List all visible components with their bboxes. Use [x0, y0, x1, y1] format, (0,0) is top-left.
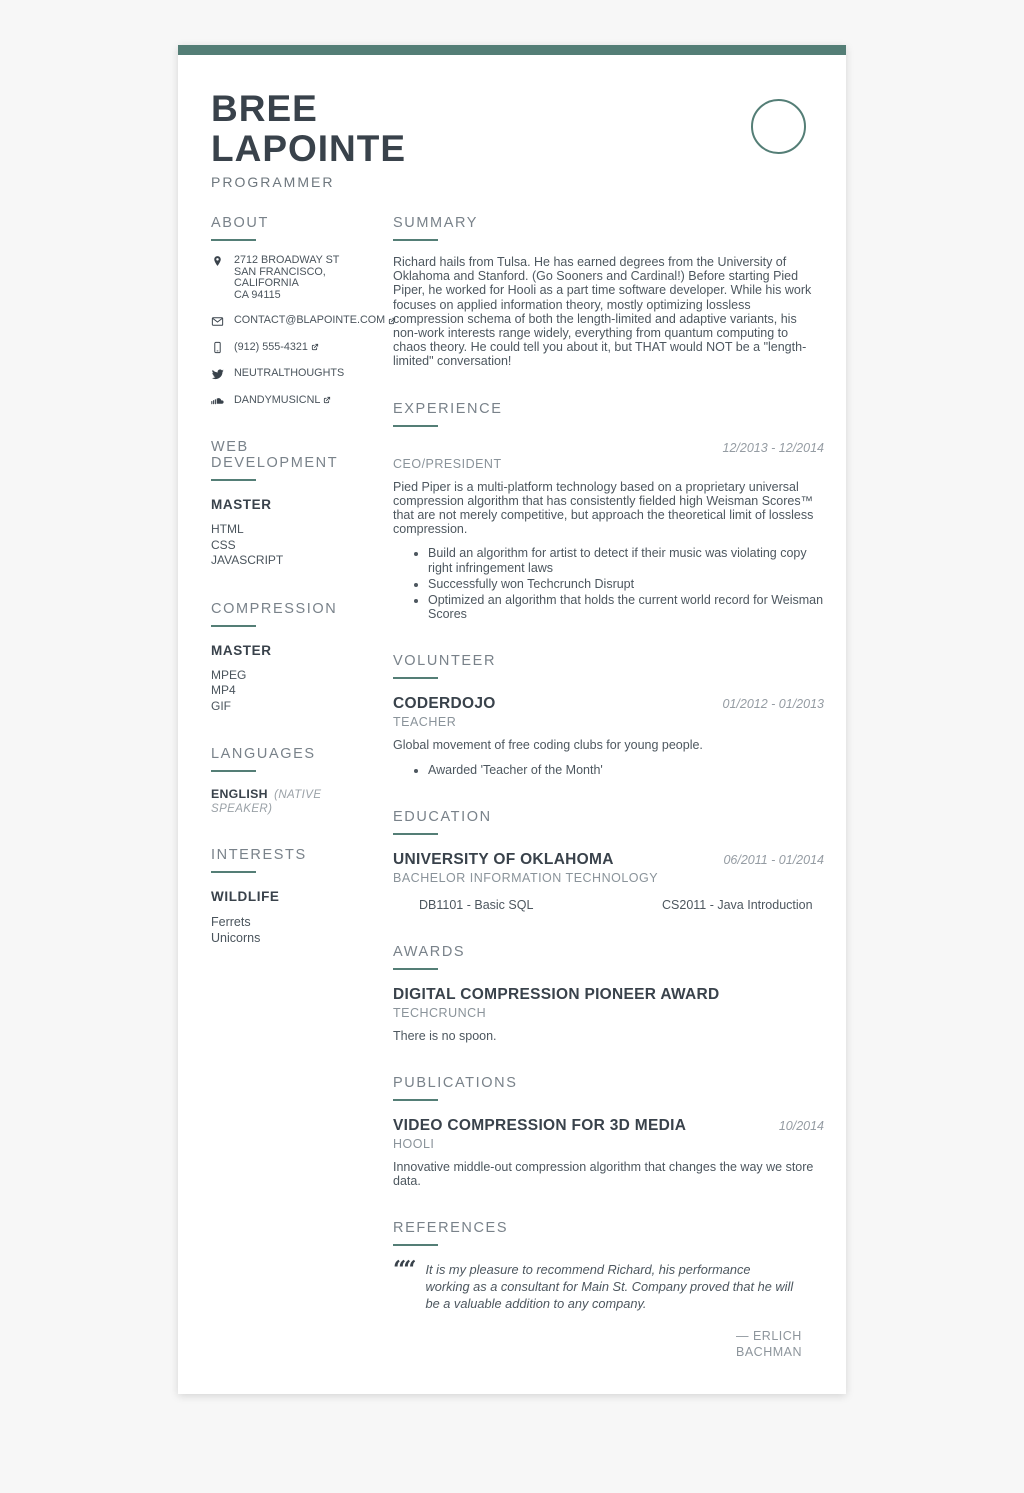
twitter-bird-icon: [211, 367, 225, 381]
publication-publisher: HOOLI: [393, 1137, 435, 1152]
publications-section: [393, 1075, 824, 1188]
skill-level: MASTER: [211, 642, 272, 658]
volunteer-entry: [393, 695, 824, 776]
bullet-item: • Optimized an algorithm that holds the current world record for Weisman Scores: [428, 593, 824, 621]
education-heading: EDUCATION: [393, 809, 824, 835]
resume-body: [178, 215, 846, 1394]
phone-text: (912) 555-4321: [234, 340, 308, 353]
sidebar: [211, 215, 386, 946]
entry-description: Pied Piper is a multi-platform technology based on a proprietary universal compression algorithm that has consistently fielded high Weisman Scores™ that are not merely competitive, but approach the theoretical limit of lossless compression.: [393, 479, 814, 537]
entry-date: 10/2014: [778, 1119, 824, 1134]
web-development-heading: WEB DEVELOPMENT: [211, 439, 375, 481]
language-note: (NATIVE SPEAKER): [211, 789, 322, 816]
person-name: [211, 89, 806, 169]
resume-header: [178, 55, 846, 215]
web-development-section: [211, 439, 375, 569]
entry-description: Global movement of free coding clubs for young people.: [393, 738, 703, 753]
mobile-phone-icon: [211, 341, 225, 355]
compression-heading: COMPRESSION: [211, 601, 375, 627]
summary-text: Richard hails from Tulsa. He has earned degrees from the University of Oklahoma and Stanford. (Go Sooners and Cardinal!) Before starting Pied Piper, he worked for Hooli as a part time software developer. While his work focuses on applied information theory, mostly optimizing lossless compression schema of both the length-limited and adaptive variants, his non-work interests range widely, everything from quantum computing to chaos theory. He could tell you about it, but THAT would NOT be a "length-limited" conversation!: [393, 255, 812, 369]
interest-list: [211, 914, 375, 946]
entry-title: DIGITAL COMPRESSION PIONEER AWARD: [393, 985, 720, 1003]
language-row: [211, 787, 375, 815]
resume-page: [178, 45, 846, 1394]
entry-date: 06/2011 - 01/2014: [723, 852, 824, 867]
main-column: [393, 215, 824, 1360]
education-section: [393, 809, 824, 912]
last-name: LAPOINTE: [211, 128, 407, 169]
skill-level: MASTER: [211, 497, 272, 513]
skill-list: [211, 522, 375, 569]
course-item: CS2011 - Java Introduction: [662, 897, 813, 912]
entry-degree: BACHELOR INFORMATION TECHNOLOGY: [393, 870, 659, 885]
course-item: DB1101 - Basic SQL: [419, 897, 534, 912]
awards-section: [393, 944, 824, 1043]
about-section: [211, 215, 386, 407]
experience-entry: [393, 441, 824, 622]
skill-list: [211, 668, 375, 715]
volunteer-section: [393, 653, 824, 776]
address-line: SAN FRANCISCO, CALIFORNIA: [234, 265, 326, 290]
entry-role: CEO/PRESIDENT: [393, 456, 502, 471]
external-link-icon: [311, 343, 319, 351]
contact-email[interactable]: [211, 314, 386, 328]
experience-heading: EXPERIENCE: [393, 401, 824, 427]
volunteer-heading: VOLUNTEER: [393, 653, 824, 679]
first-name: BREE: [211, 88, 318, 129]
skill-item: MPEG: [211, 667, 247, 682]
address-text: [234, 254, 375, 301]
contact-twitter: [211, 367, 375, 381]
contact-phone[interactable]: [211, 341, 375, 355]
interest-item: Unicorns: [211, 931, 261, 946]
publication-entry: [393, 1117, 824, 1188]
awards-heading: AWARDS: [393, 944, 824, 970]
avatar: [751, 99, 806, 154]
interests-heading: INTERESTS: [211, 847, 375, 873]
quote-text: It is my pleasure to recommend Richard, his performance working as a consultant for Main St. Company proved that he will be a valuable addition to any company.: [425, 1262, 794, 1311]
skill-item: HTML: [211, 522, 244, 537]
interest-item: Ferrets: [211, 915, 251, 930]
contact-address: [211, 254, 375, 301]
soundcloud-icon: [211, 394, 225, 408]
summary-section: [393, 215, 824, 369]
award-entry: [393, 986, 824, 1043]
skill-item: JAVASCRIPT: [211, 553, 284, 568]
entry-description: Innovative middle-out compression algorithm that changes the way we store data.: [393, 1160, 814, 1189]
interest-category: WILDLIFE: [211, 889, 280, 905]
entry-date: 01/2012 - 01/2013: [722, 697, 824, 712]
entry-title: UNIVERSITY OF OKLAHOMA: [393, 850, 614, 868]
double-quote-icon: [393, 1262, 413, 1312]
languages-section: [211, 746, 375, 815]
skill-item: CSS: [211, 537, 236, 552]
address-line: 2712 BROADWAY ST: [234, 254, 340, 266]
job-title: PROGRAMMER: [211, 174, 335, 190]
interests-section: [211, 847, 375, 946]
about-heading: ABOUT: [211, 215, 375, 241]
education-entry: [393, 851, 824, 912]
award-issuer: TECHCRUNCH: [393, 1005, 487, 1020]
quote-attribution: — ERLICH BACHMAN: [736, 1329, 803, 1360]
references-heading: REFERENCES: [393, 1220, 824, 1246]
compression-section: [211, 601, 375, 715]
soundcloud-handle: DANDYMUSICNL: [234, 393, 321, 406]
entry-title: VIDEO COMPRESSION FOR 3D MEDIA: [393, 1117, 687, 1135]
bullet-item: • Awarded 'Teacher of the Month': [428, 763, 824, 777]
envelope-icon: [211, 314, 225, 328]
contact-soundcloud[interactable]: [211, 394, 375, 408]
reference-quote: [393, 1262, 824, 1312]
references-section: [393, 1220, 824, 1360]
accent-topbar: [178, 45, 846, 55]
contact-list: [211, 254, 386, 407]
skill-item: GIF: [211, 698, 231, 713]
publications-heading: PUBLICATIONS: [393, 1075, 824, 1101]
entry-date: 12/2013 - 12/2014: [722, 440, 824, 455]
course-list: [393, 898, 824, 912]
entry-role: TEACHER: [393, 715, 457, 730]
entry-description: There is no spoon.: [393, 1028, 497, 1043]
bullet-item: • Successfully won Techcrunch Disrupt: [428, 577, 824, 591]
entry-title: CODERDOJO: [393, 695, 496, 713]
external-link-icon: [323, 396, 331, 404]
language-name: ENGLISH: [211, 787, 268, 802]
email-text: CONTACT@BLAPOINTE.COM: [234, 314, 386, 327]
map-pin-icon: [211, 254, 225, 268]
skill-item: MP4: [211, 683, 236, 698]
bullet-item: • Build an algorithm for artist to detect if their music was violating copy right infringement laws: [428, 546, 824, 574]
summary-heading: SUMMARY: [393, 215, 824, 241]
experience-section: [393, 401, 824, 622]
languages-heading: LANGUAGES: [211, 746, 375, 772]
entry-bullets: [393, 546, 824, 621]
twitter-handle: NEUTRALTHOUGHTS: [234, 367, 345, 380]
entry-bullets: [393, 763, 824, 777]
address-line: CA 94115: [234, 288, 281, 301]
